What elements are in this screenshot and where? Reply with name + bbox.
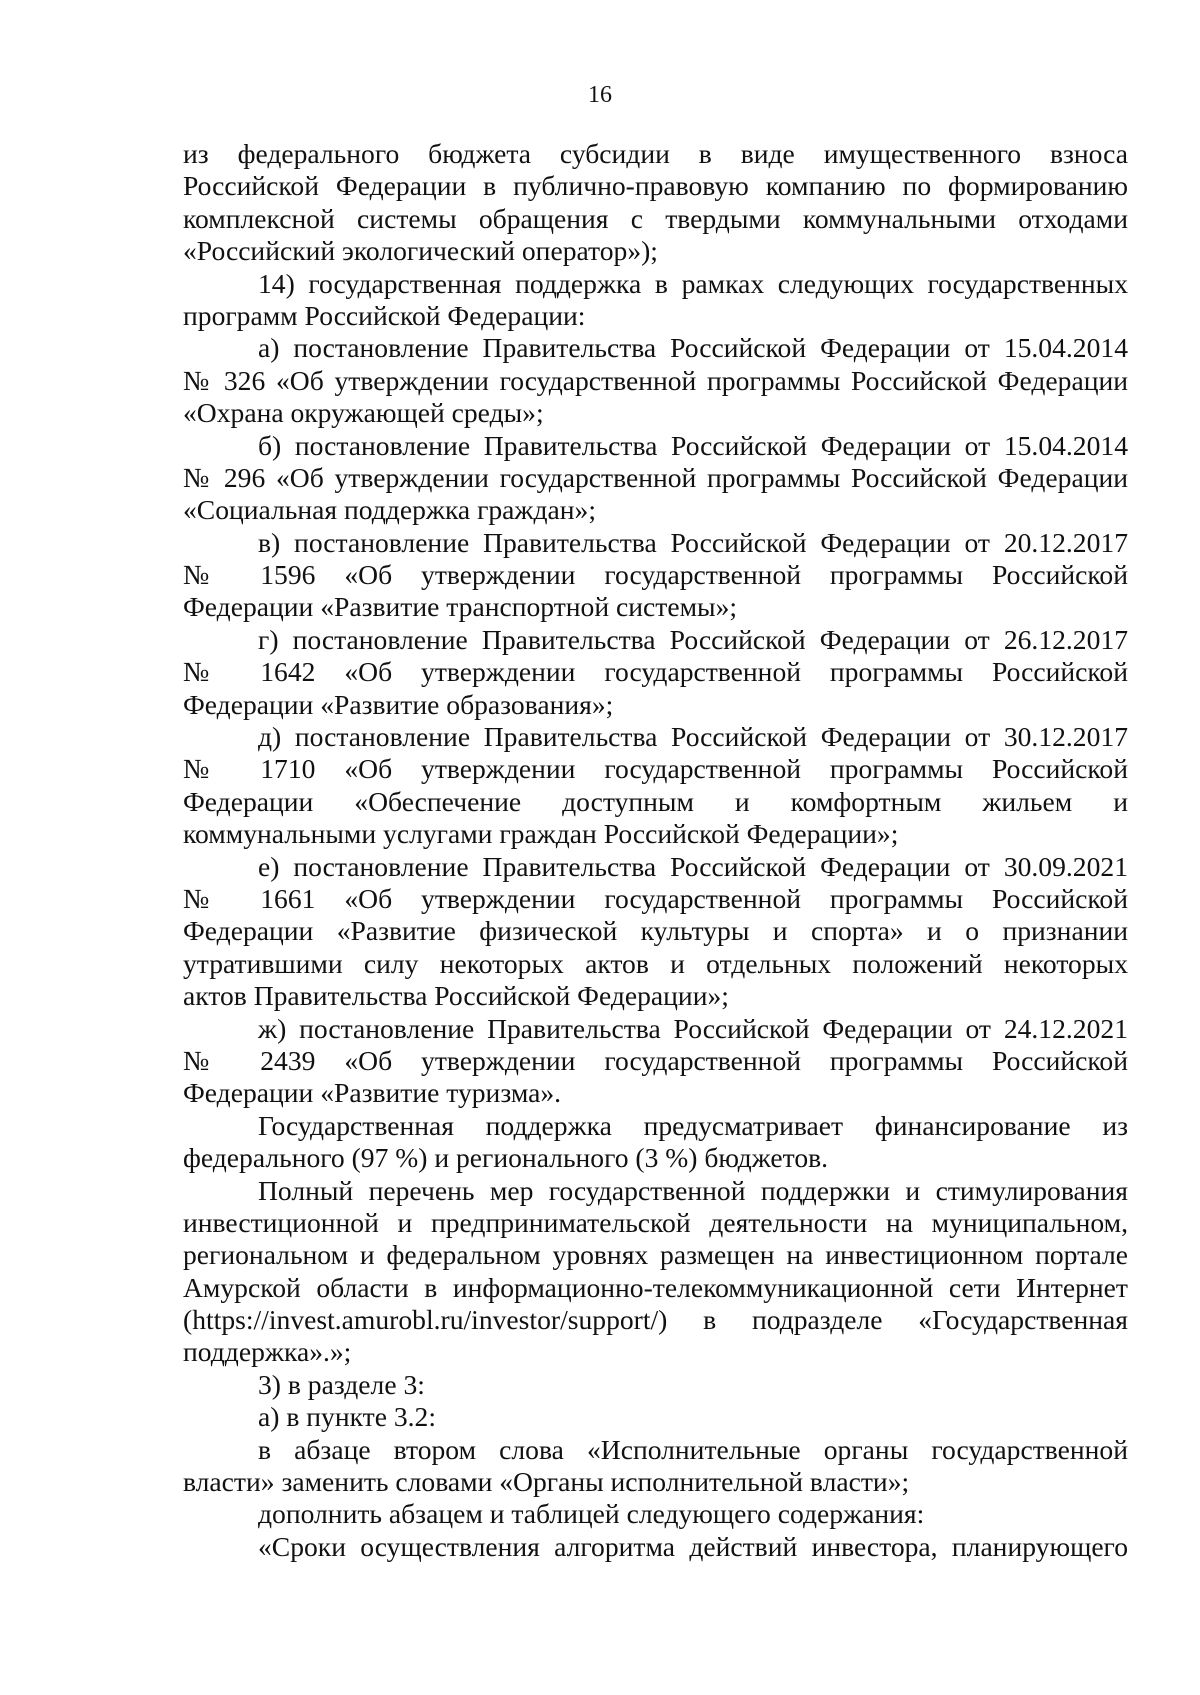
text-line: Амурской области в информационно-телекоммуникационной сети Интернет: [183, 1271, 1128, 1303]
text-line: № 1642 «Об утверждении государственной программы Российской: [183, 656, 1128, 688]
text-line: региональном и федеральном уровнях размещен на инвестиционном портале: [183, 1239, 1128, 1271]
document-body: [183, 138, 1128, 1563]
text-line: власти» заменить словами «Органы исполнительной власти»;: [183, 1466, 910, 1498]
text-line: № 2439 «Об утверждении государственной программы Российской: [183, 1044, 1128, 1076]
text-line: № 1661 «Об утверждении государственной программы Российской: [183, 882, 1128, 914]
text-line: № 1710 «Об утверждении государственной программы Российской: [183, 753, 1128, 785]
text-line: программ Российской Федерации:: [183, 299, 586, 331]
page-number: 16: [588, 82, 612, 108]
text-line: утратившими силу некоторых актов и отдельных положений некоторых: [183, 947, 1128, 979]
text-line: «Социальная поддержка граждан»;: [183, 494, 597, 526]
text-line: Государственная поддержка предусматривает финансирование из: [258, 1109, 1128, 1141]
text-line: Российской Федерации в публично-правовую компанию по формированию: [183, 170, 1128, 202]
text-line: Федерации «Развитие туризма».: [183, 1077, 562, 1109]
text-line: актов Правительства Российской Федерации»;: [183, 980, 729, 1012]
text-line: Федерации «Развитие транспортной системы»;: [183, 591, 738, 623]
text-line: инвестиционной и предпринимательской деятельности на муниципальном,: [183, 1206, 1128, 1238]
text-line: комплексной системы обращения с твердыми коммунальными отходами: [183, 202, 1128, 234]
text-line: коммунальными услугами граждан Российской Федерации»;: [183, 818, 899, 850]
text-line: поддержка».»;: [183, 1336, 352, 1368]
text-line: «Охрана окружающей среды»;: [183, 397, 544, 429]
text-line: № 296 «Об утверждении государственной программы Российской Федерации: [183, 461, 1128, 493]
text-line: а) постановление Правительства Российской Федерации от 15.04.2014: [258, 332, 1128, 364]
text-line: 14) государственная поддержка в рамках следующих государственных: [258, 267, 1128, 299]
text-line: из федерального бюджета субсидии в виде имущественного взноса: [183, 138, 1128, 169]
text-line: Федерации «Развитие физической культуры и спорта» и о признании: [183, 915, 1128, 947]
text-line: в абзаце втором слова «Исполнительные органы государственной: [258, 1433, 1128, 1465]
text-line: 3) в разделе 3:: [258, 1368, 425, 1400]
text-line: е) постановление Правительства Российской Федерации от 30.09.2021: [258, 850, 1128, 882]
text-line: «Сроки осуществления алгоритма действий инвестора, планирующего: [258, 1530, 1128, 1562]
text-line: «Российский экологический оператор»);: [183, 235, 658, 267]
text-line: д) постановление Правительства Российской Федерации от 30.12.2017: [258, 721, 1128, 753]
text-line: дополнить абзацем и таблицей следующего содержания:: [258, 1498, 925, 1530]
text-line: (https://invest.amurobl.ru/investor/support/) в подразделе «Государственная: [183, 1304, 1128, 1336]
text-line: № 326 «Об утверждении государственной программы Российской Федерации: [183, 364, 1128, 396]
text-line: Федерации «Развитие образования»;: [183, 688, 614, 720]
text-line: № 1596 «Об утверждении государственной программы Российской: [183, 559, 1128, 591]
text-line: а) в пункте 3.2:: [258, 1401, 436, 1433]
text-line: в) постановление Правительства Российской Федерации от 20.12.2017: [258, 526, 1128, 558]
text-line: Полный перечень мер государственной поддержки и стимулирования: [258, 1174, 1128, 1206]
text-line: ж) постановление Правительства Российской Федерации от 24.12.2021: [258, 1012, 1128, 1044]
text-line: б) постановление Правительства Российской Федерации от 15.04.2014: [258, 429, 1128, 461]
text-line: федерального (97 %) и регионального (3 %) бюджетов.: [183, 1142, 829, 1174]
text-line: г) постановление Правительства Российской Федерации от 26.12.2017: [258, 623, 1128, 655]
text-line: Федерации «Обеспечение доступным и комфортным жильем и: [183, 785, 1128, 817]
